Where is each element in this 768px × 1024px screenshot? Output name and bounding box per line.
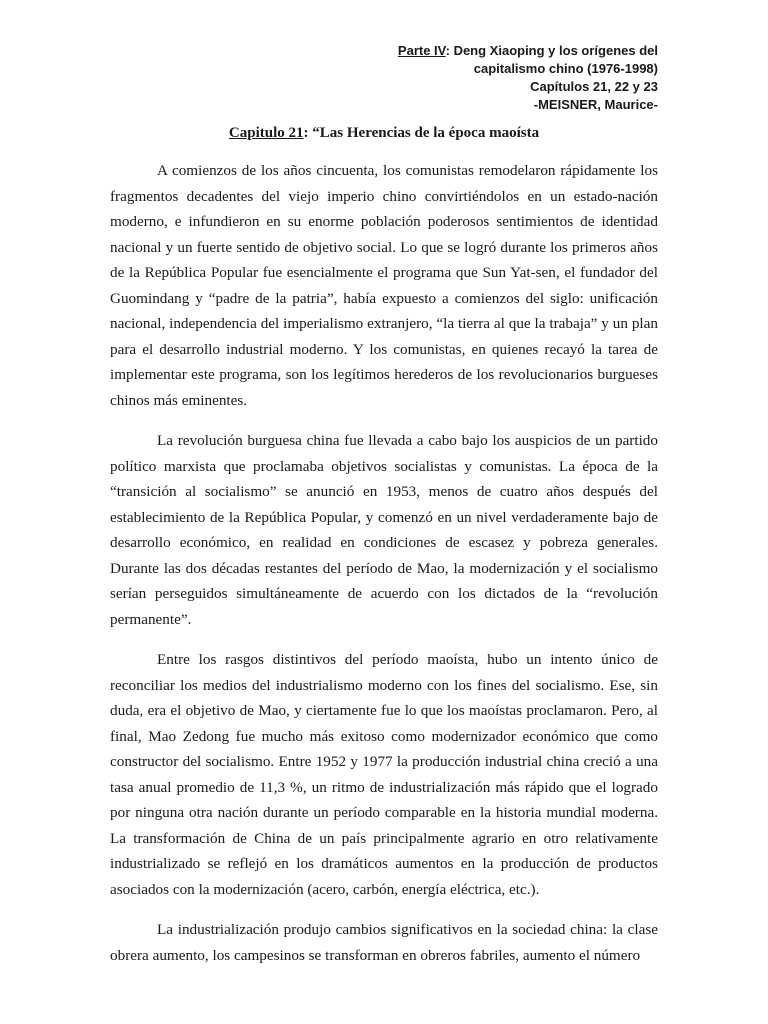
body-text <box>110 158 658 983</box>
part-title: : Deng Xiaoping y los orígenes del <box>445 43 658 58</box>
chapter-name: : “Las Herencias de la época maoísta <box>303 125 540 141</box>
header-line-2: capitalismo chino (1976-1998) <box>473 61 658 76</box>
paragraph: A comienzos de los años cincuenta, los comunistas remodelaron rápidamente los fragmentos decadentes del viejo imperio chino convirtiéndolos en un estado-nación moderno, e infundieron en su enorme población poderosos sentimientos de identidad nacional y un fuerte sentido de objetivo social. Lo que se logró durante los primeros años de la República Popular fue esencialmente el programa que Sun Yat-sen, el fundador del Guomindang y “padre de la patria”, había expuesto a comienzos del siglo: unificación nacional, independencia del imperialismo extranjero, “la tierra al que la trabaja” y un plan para el desarrollo industrial moderno. Y los comunistas, en quienes recayó la tarea de implementar este programa, son los legítimos herederos de los revolucionarios burgueses chinos más eminentes. <box>110 162 658 409</box>
chapter-title <box>0 123 768 143</box>
paragraph: La revolución burguesa china fue llevada a cabo bajo los auspicios de un partido político marxista que proclamaba objetivos socialistas y comunistas. La época de la “transición al socialismo” se anunció en 1953, menos de cuatro años después del establecimiento de la República Popular, y comenzó en un nivel verdaderamente bajo de desarrollo económico, en realidad en condiciones de escasez y pobreza generales. Durante las dos décadas restantes del período de Mao, la modernización y el socialismo serían perseguidos simultáneamente de acuerdo con los dictados de la “revolución permanente”. <box>110 432 658 628</box>
header-author: -MEISNER, Maurice- <box>533 97 658 112</box>
header-line-1 <box>258 42 658 60</box>
header-line-3: Capítulos 21, 22 y 23 <box>530 79 658 94</box>
paragraph: Entre los rasgos distintivos del período maoísta, hubo un intento único de reconciliar los medios del industrialismo moderno con los fines del socialismo. Ese, sin duda, era el objetivo de Mao, y ciertamente fue lo que los maoístas proclamaron. Pero, al final, Mao Zedong fue mucho más exitoso como modernizador económico que como constructor del socialismo. Entre 1952 y 1977 la producción industrial china creció a una tasa anual promedio de 11,3 %, un ritmo de industrialización más rápido que el logrado por ninguna otra nación durante un período comparable en la historia mundial moderna. La transformación de China de un país principalmente agrario en otro relativamente industrializado se reflejó en los dramáticos aumentos en la producción de productos asociados con la modernización (acero, carbón, energía eléctrica, etc.). <box>110 651 658 898</box>
running-header <box>258 42 658 114</box>
part-label: Parte IV <box>397 43 446 58</box>
chapter-label: Capitulo 21 <box>228 125 304 141</box>
paragraph: La industrialización produjo cambios significativos en la sociedad china: la clase obrera aumento, los campesinos se transforman en obreros fabriles, aumento el número <box>110 921 658 964</box>
